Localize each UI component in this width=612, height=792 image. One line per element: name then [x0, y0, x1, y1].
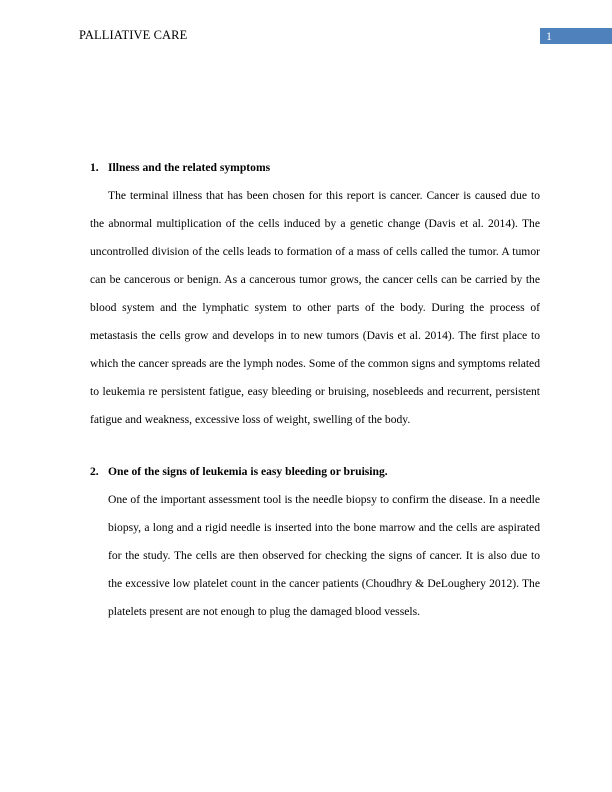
section-heading-text: One of the signs of leukemia is easy bleeding or bruising. [108, 465, 388, 478]
section-heading-text: Illness and the related symptoms [108, 161, 271, 174]
page-number: 1 [540, 28, 612, 44]
section-2 [90, 458, 540, 626]
section-heading [90, 458, 540, 486]
running-header-title: PALLIATIVE CARE [79, 28, 188, 42]
section-1 [90, 154, 540, 434]
section-number: 1. [90, 161, 99, 174]
section-number: 2. [90, 465, 99, 478]
document-body [90, 154, 540, 626]
section-heading [90, 154, 540, 182]
section-paragraph: The terminal illness that has been chosen for this report is cancer. Cancer is caused due to the abnormal multiplication of the cells induced by a genetic change (Davis et al. 2014). The uncontrolled division of the cells leads to formation of a mass of cells called the tumor. A tumor can be cancerous or benign. As a cancerous tumor grows, the cancer cells can be carried by the blood system and the lymphatic system to other parts of the body. During the process of metastasis the cells grow and develops in to new tumors (Davis et al. 2014). The first place to which the cancer spreads are the lymph nodes. Some of the common signs and symptoms related to leukemia re persistent fatigue, easy bleeding or bruising, nosebleeds and recurrent, persistent fatigue and weakness, excessive loss of weight, swelling of the body. [90, 189, 540, 426]
section-paragraph: One of the important assessment tool is the needle biopsy to confirm the disease. In a needle biopsy, a long and a rigid needle is inserted into the bone marrow and the cells are aspirated for the study. The cells are then observed for checking the signs of cancer. It is also due to the excessive low platelet count in the cancer patients (Choudhry & DeLoughery 2012). The platelets present are not enough to plug the damaged blood vessels. [108, 493, 540, 618]
